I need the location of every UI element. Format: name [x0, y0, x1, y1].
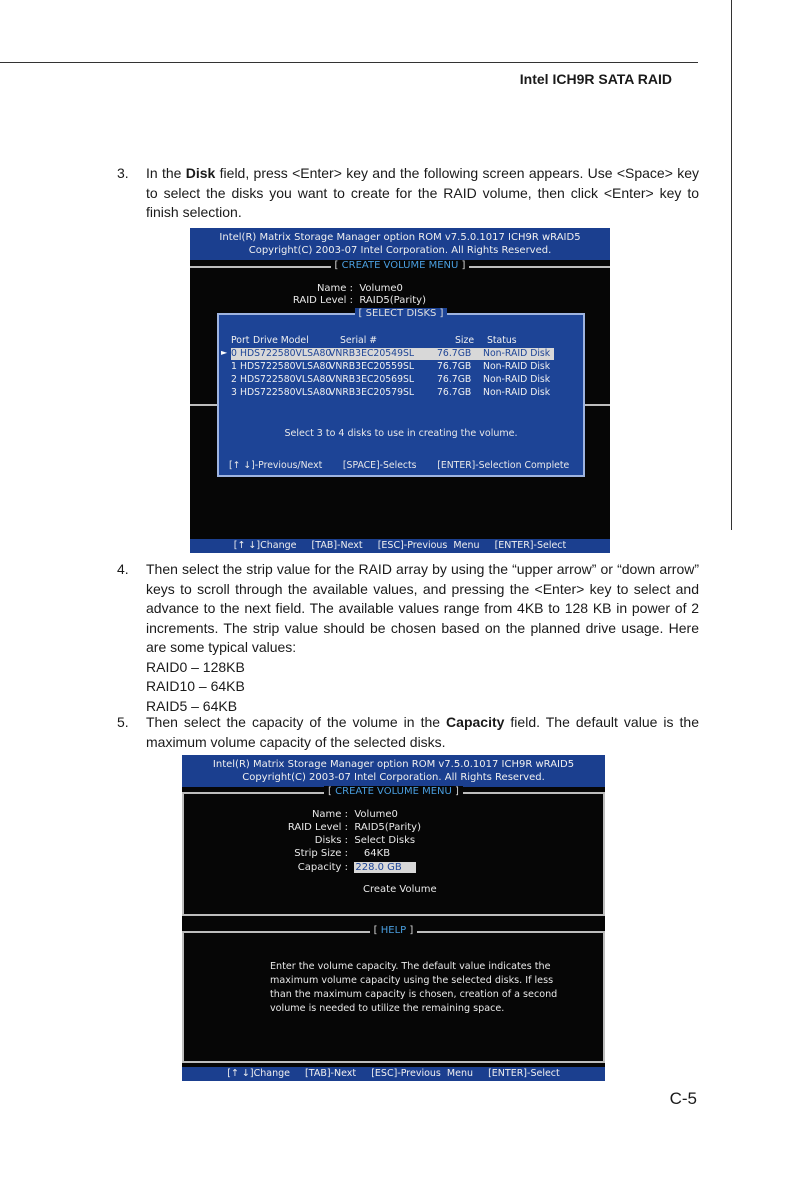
page-number: C-5 [669, 1089, 697, 1108]
name-field: Name : Volume0 [316, 283, 403, 294]
strip-size-field: Strip Size : 64KB [294, 848, 391, 859]
help-line: Enter the volume capacity. The default value indicates the [270, 961, 551, 972]
help-line: than the maximum capacity is chosen, creation of a second [270, 989, 558, 1000]
disks-field: Disks : Select Disks [314, 835, 416, 846]
select-disks-hint: Select 3 to 4 disks to use in creating the volume. [284, 428, 518, 439]
create-volume-title: [ CREATE VOLUME MENU ] [190, 260, 610, 272]
select-disks-title: [ SELECT DISKS ] [219, 308, 583, 320]
help-title: [ HELP ] [182, 925, 605, 937]
margin-rule [731, 0, 732, 530]
step-3 [117, 164, 699, 223]
bios-title-bar: Intel(R) Matrix Storage Manager option ROM v7.5.0.1017 ICH9R wRAID5 Copyright(C) 2003-07 Intel Corporation. All Rights Reserved. [190, 228, 610, 260]
name-field: Name : Volume0 [311, 809, 398, 820]
raid-level-field: RAID Level : RAID5(Parity) [292, 295, 426, 306]
help-line: maximum volume capacity using the selected disks. If less [270, 975, 554, 986]
disk-table-header: Port Drive Model Serial # Size Status [231, 335, 517, 346]
bios-title-bar: Intel(R) Matrix Storage Manager option ROM v7.5.0.1017 ICH9R wRAID5 Copyright(C) 2003-07 Intel Corporation. All Rights Reserved. [182, 755, 605, 787]
step-text: Then select the strip value for the RAID array by using the “upper arrow” or “down arrow” keys to scroll through the available values, and pressing the <Enter> key to select and advance to the next field. The available values range from 4KB to 128 KB in power of 2 increments. The strip value should be chosen based on the planned drive usage. Here are some typical values: RAID0 – 128KB RAID10 – 64KB RAID5 – 64KB [146, 560, 699, 716]
bios-screen-select-disks [190, 228, 610, 553]
step-text: In the Disk field, press <Enter> key and the following screen appears. Use <Space> key to select the disks you want to create for the RAID volume, then click <Enter> key to finish selection. [146, 165, 699, 220]
step-4 [117, 560, 699, 716]
disk-row[interactable]: 2 HDS722580VLSA80 VNRB3EC20569SL 76.7GB Non-RAID Disk [231, 374, 551, 385]
bios-screen-capacity [182, 755, 605, 1081]
raid-level-field: RAID Level : RAID5(Parity) [287, 822, 421, 833]
select-disks-dialog [217, 308, 585, 477]
disk-field-term: Disk [185, 165, 216, 181]
select-disks-keys: [↑ ↓]-Previous/Next [SPACE]-Selects [ENTER]-Selection Complete [229, 460, 570, 471]
selection-pointer-icon: ► [221, 348, 228, 357]
capacity-field[interactable]: Capacity : 228.0 GB [262, 861, 416, 874]
bios-key-help-bar: [↑ ↓]Change [TAB]-Next [ESC]-Previous Menu [ENTER]-Select [182, 1067, 605, 1081]
disk-row[interactable]: 3 HDS722580VLSA80 VNRB3EC20579SL 76.7GB Non-RAID Disk [231, 387, 551, 398]
header-rule [0, 62, 698, 63]
step-5 [117, 713, 699, 752]
capacity-input[interactable]: 228.0 GB [354, 862, 415, 873]
disk-row[interactable]: 1 HDS722580VLSA80 VNRB3EC20559SL 76.7GB Non-RAID Disk [231, 361, 551, 372]
typical-value-raid5: RAID5 – 64KB [146, 697, 238, 714]
help-line: volume is needed to utilize the remaining space. [270, 1003, 505, 1014]
typical-value-raid10: RAID10 – 64KB [146, 678, 245, 694]
typical-value-raid0: RAID0 – 128KB [146, 658, 245, 675]
disk-row[interactable]: 0 HDS722580VLSA80 VNRB3EC20549SL 76.7GB Non-RAID Disk [231, 348, 554, 360]
step-number: 3. [117, 165, 129, 181]
capacity-field-term: Capacity [446, 714, 505, 730]
bios-key-help-bar: [↑ ↓]Change [TAB]-Next [ESC]-Previous Menu [ENTER]-Select [190, 539, 610, 553]
step-number: 4. [117, 561, 129, 577]
running-header: Intel ICH9R SATA RAID [519, 71, 672, 87]
step-text: Then select the capacity of the volume in the Capacity field. The default value is the maximum volume capacity of the selected disks. [146, 714, 700, 750]
create-volume-title: [ CREATE VOLUME MENU ] [182, 786, 605, 798]
create-volume-button[interactable]: Create Volume [363, 884, 437, 895]
step-number: 5. [117, 714, 129, 730]
